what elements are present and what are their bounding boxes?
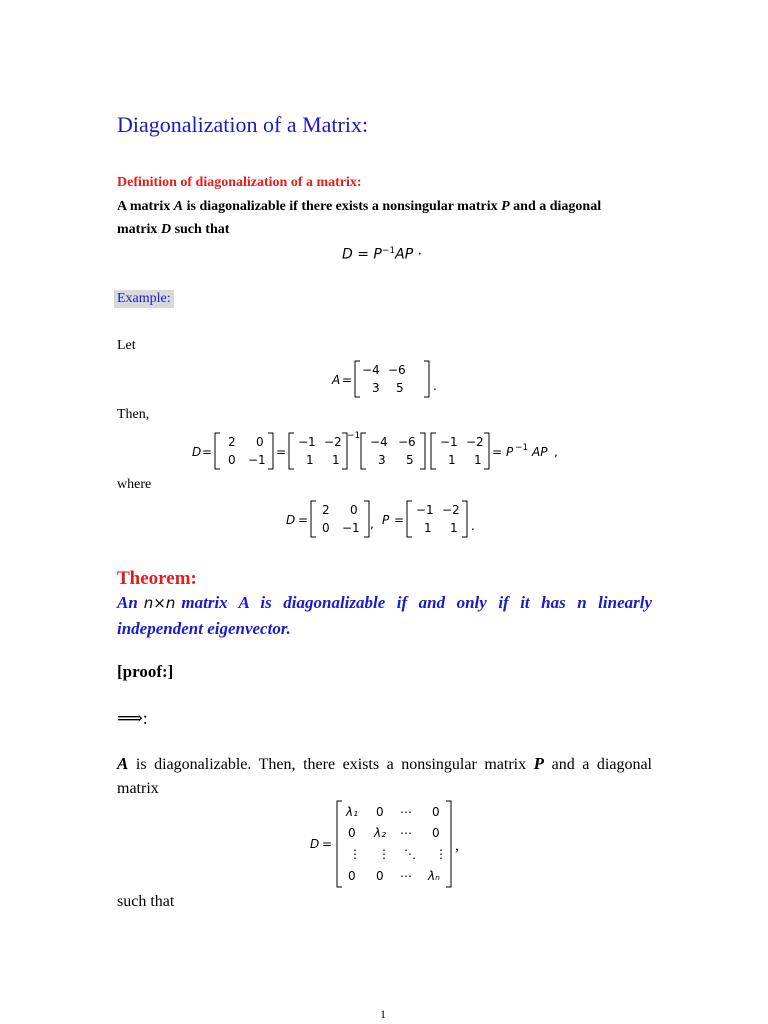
inverse-superscript: −1	[381, 246, 396, 256]
equals-sign: =	[492, 445, 503, 459]
comma: ,	[370, 517, 374, 531]
period: .	[471, 519, 475, 533]
inverse-superscript: −1	[347, 431, 361, 441]
var-p: P	[382, 513, 390, 527]
text: matrix A is diagonalizable if and only if it has n linearly independent eigenvector.	[117, 593, 652, 638]
var-p: P	[501, 199, 510, 214]
left-bracket	[311, 501, 316, 537]
matrix-cell: −4	[370, 435, 388, 449]
matrix-cell: 2	[322, 503, 330, 517]
matrix-cell: 1	[450, 521, 458, 535]
theorem-statement	[117, 590, 652, 641]
matrix-cell: 0	[376, 869, 384, 883]
matrix-cell: ⋮	[435, 847, 447, 861]
matrix-cell: −2	[442, 503, 460, 517]
matrix-cell: 3	[378, 453, 386, 467]
matrix-cell: −1	[440, 435, 458, 449]
example-label: Example:	[114, 290, 174, 308]
var-d: D	[342, 246, 353, 263]
left-bracket	[407, 501, 412, 537]
var-p: P	[533, 754, 545, 773]
matrix-cell: 1	[474, 453, 482, 467]
var-d: D	[310, 837, 320, 851]
right-bracket	[446, 801, 451, 887]
text: An	[117, 593, 138, 612]
equals-sign: =	[357, 246, 369, 263]
comma: ,	[554, 445, 558, 459]
proof-paragraph	[117, 752, 652, 801]
var-p: P	[373, 246, 382, 263]
text: is diagonalizable if there exists a nonsingular matrix	[183, 199, 502, 214]
definition-line-1	[117, 199, 601, 215]
comma: ,	[455, 837, 459, 854]
text: A matrix	[117, 199, 174, 214]
equals-sign: =	[342, 373, 353, 387]
var-a: A	[332, 373, 341, 387]
implies-arrow: ⟹:	[117, 708, 148, 728]
equals-sign: =	[276, 445, 287, 459]
inverse-superscript: −1	[515, 443, 529, 453]
matrix-cell: −6	[398, 435, 416, 449]
var-ap: AP	[532, 445, 548, 459]
dot: ·	[417, 246, 423, 263]
equals-sign: =	[202, 445, 213, 459]
theorem-heading: Theorem:	[117, 568, 197, 589]
var-d: D	[286, 513, 296, 527]
matrix-cell: 0	[228, 453, 236, 467]
var-d: D	[160, 222, 172, 237]
matrix-cell: ⋯	[400, 869, 412, 883]
matrix-cell: −1	[298, 435, 316, 449]
matrix-cell: −6	[388, 363, 406, 377]
matrix-cell: 3	[372, 381, 380, 395]
d-and-p-definition	[284, 498, 494, 540]
diagonal-matrix-equation	[308, 798, 478, 890]
equals-sign: =	[322, 837, 333, 851]
matrix-cell: −4	[362, 363, 380, 377]
matrix-cell: −1	[248, 453, 266, 467]
such-that-text: such that	[117, 893, 175, 910]
matrix-cell: −2	[466, 435, 484, 449]
matrix-cell: 1	[332, 453, 340, 467]
matrix-cell: 0	[350, 503, 358, 517]
matrix-cell: −1	[342, 521, 360, 535]
page-number: 1	[380, 1007, 386, 1021]
left-bracket	[337, 801, 342, 887]
text: and a diagonal	[509, 199, 602, 214]
matrix-cell: 5	[406, 453, 414, 467]
definition-formula	[342, 246, 422, 263]
matrix-cell: 0	[348, 826, 356, 840]
matrix-cell: 0	[348, 869, 356, 883]
right-bracket	[424, 361, 429, 397]
matrix-cell: 0	[432, 826, 440, 840]
matrix-cell: λₙ	[428, 869, 440, 883]
matrix-cell: λ₁	[346, 805, 358, 819]
left-bracket	[355, 361, 360, 397]
definition-heading: Definition of diagonalization of a matrix:	[117, 175, 362, 190]
equals-sign: =	[394, 513, 405, 527]
var-p: P	[506, 445, 514, 459]
right-bracket	[484, 433, 489, 469]
equals-sign: =	[298, 513, 309, 527]
then-text: Then,	[117, 407, 150, 422]
matrix-cell: 0	[376, 805, 384, 819]
text: such that	[171, 222, 230, 237]
diagonalization-equation	[190, 430, 590, 472]
left-bracket	[431, 433, 436, 469]
matrix-cell: 0	[322, 521, 330, 535]
matrix-cell: 5	[396, 381, 404, 395]
matrix-cell: ⋮	[378, 847, 390, 861]
matrix-a-equation	[330, 358, 450, 400]
matrix-cell: λ₂	[374, 826, 386, 840]
right-bracket	[364, 501, 369, 537]
n-by-n: n×n	[143, 594, 176, 612]
text: matrix	[117, 222, 161, 237]
let-text: Let	[117, 338, 136, 353]
where-text: where	[117, 477, 152, 492]
var-d: D	[192, 445, 202, 459]
matrix-cell: −1	[416, 503, 434, 517]
var-ap: AP	[395, 246, 414, 263]
matrix-cell: 1	[306, 453, 314, 467]
period: .	[433, 379, 437, 393]
page-title: Diagonalization of a Matrix:	[117, 112, 369, 137]
left-bracket	[215, 433, 220, 469]
matrix-cell: ⋯	[400, 826, 412, 840]
matrix-cell: 1	[448, 453, 456, 467]
matrix-cell: −2	[324, 435, 342, 449]
matrix-cell: ⋮	[349, 847, 361, 861]
text: and a diagonal matrix	[117, 756, 653, 797]
left-bracket	[289, 433, 294, 469]
matrix-cell: 1	[424, 521, 432, 535]
var-a: A	[117, 754, 129, 773]
matrix-cell: 0	[256, 435, 264, 449]
text: is diagonalizable. Then, there exists a nonsingular matrix	[128, 756, 534, 773]
right-bracket	[420, 433, 425, 469]
matrix-cell: ⋯	[400, 805, 412, 819]
matrix-cell: 2	[228, 435, 236, 449]
matrix-cell: ⋱	[404, 847, 416, 861]
matrix-cell: 0	[432, 805, 440, 819]
var-a: A	[173, 199, 184, 214]
proof-label: [proof:]	[117, 662, 174, 681]
definition-line-2	[117, 222, 229, 238]
right-bracket	[268, 433, 273, 469]
left-bracket	[361, 433, 366, 469]
right-bracket	[462, 501, 467, 537]
